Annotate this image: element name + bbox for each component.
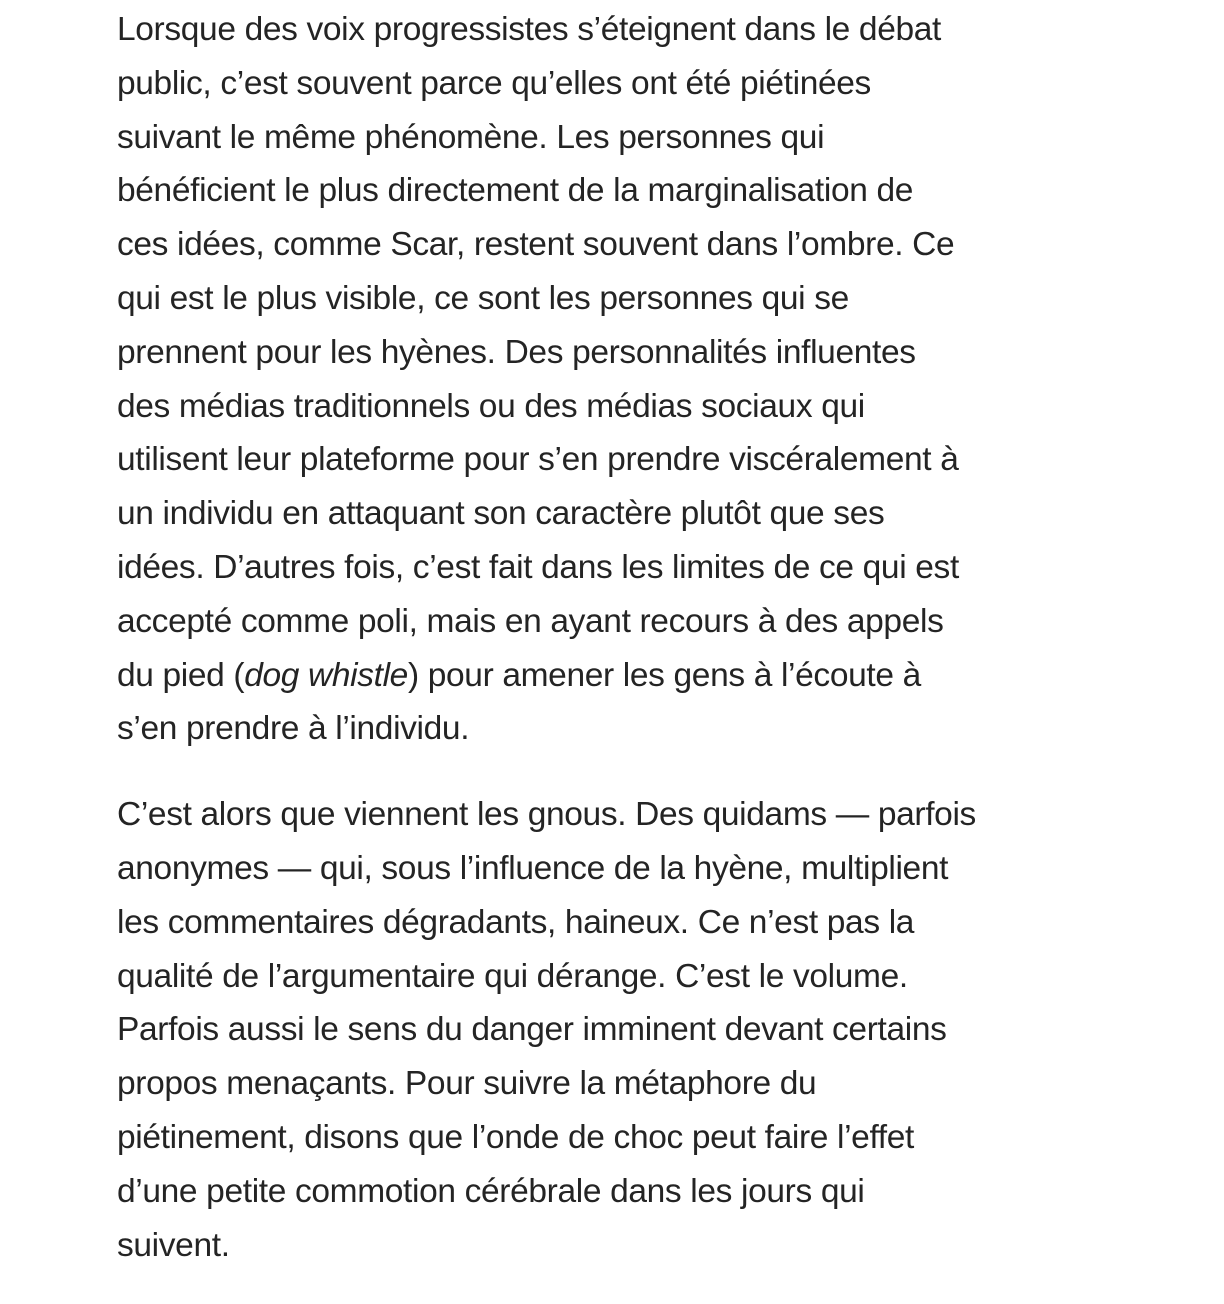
text-line: idées. D’autres fois, c’est fait dans les limites de ce qui est [117,548,959,586]
text-line: Parfois aussi le sens du danger imminent devant certains [117,1011,947,1049]
text-segment: du pied ( [117,656,245,694]
text-line: Lorsque des voix progressistes s’éteignent dans le débat [117,11,942,48]
text-line: piétinement, disons que l’onde de choc peut faire l’effet [117,1118,915,1156]
text-line: suivent. [117,1226,230,1264]
text-line: suivant le même phénomène. Les personnes qui [117,118,825,156]
paragraph-2 [117,788,1117,1272]
text-line: utilisent leur plateforme pour s’en prendre viscéralement à [117,441,959,479]
text-line: bénéficient le plus directement de la marginalisation de [117,172,914,210]
text-line: ces idées, comme Scar, restent souvent dans l’ombre. Ce [117,226,955,264]
article-body [117,3,1117,1304]
text-line: public, c’est souvent parce qu’elles ont été piétinées [117,64,871,102]
text-line: anonymes — qui, sous l’influence de la hyène, multiplient [117,849,949,887]
text-line: les commentaires dégradants, haineux. Ce n’est pas la [117,903,915,941]
italic-term: dog whistle [244,656,408,694]
text-line [117,649,1117,703]
text-line: qualité de l’argumentaire qui dérange. C’est le volume. [117,957,908,995]
text-line: accepté comme poli, mais en ayant recours à des appels [117,602,944,640]
text-line: propos menaçants. Pour suivre la métaphore du [117,1065,817,1103]
text-segment: ) pour amener les gens à l’écoute à [407,656,921,694]
text-line: qui est le plus visible, ce sont les personnes qui se [117,279,849,317]
text-line: des médias traditionnels ou des médias sociaux qui [117,387,865,425]
paragraph-1 [117,3,1117,756]
text-line: un individu en attaquant son caractère plutôt que ses [117,495,885,533]
text-line: prennent pour les hyènes. Des personnalités influentes [117,333,916,371]
text-line: d’une petite commotion cérébrale dans les jours qui [117,1172,865,1210]
text-line: s’en prendre à l’individu. [117,710,470,748]
text-line: C’est alors que viennent les gnous. Des quidams — parfois [117,796,976,834]
